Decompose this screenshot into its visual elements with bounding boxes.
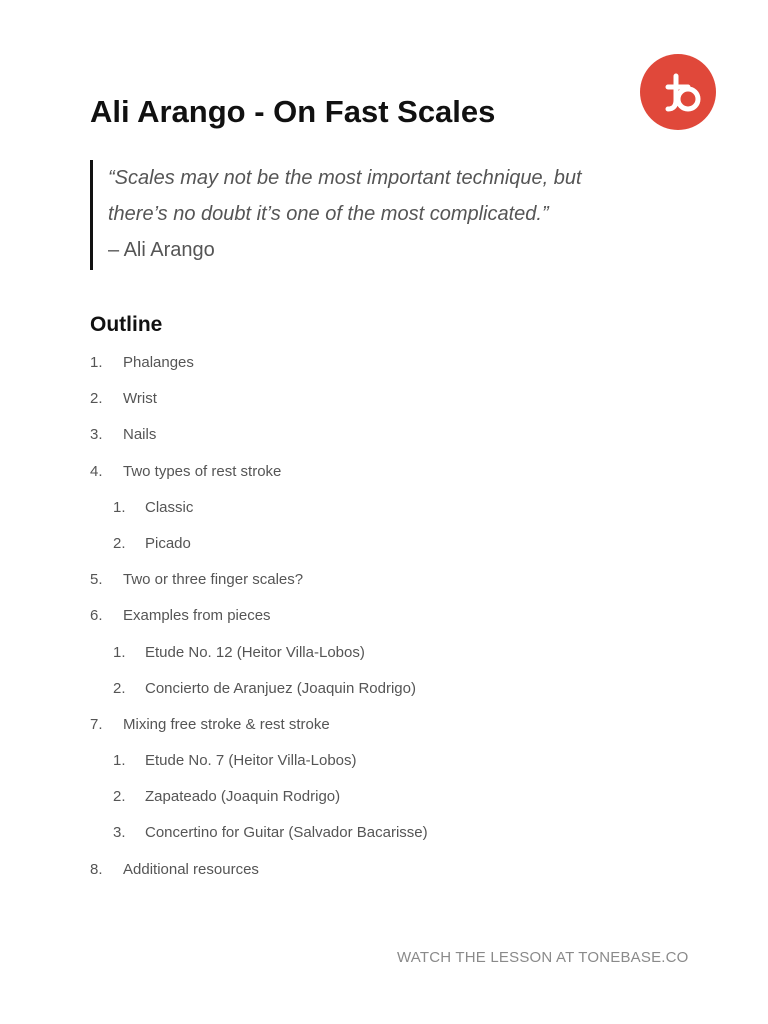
quote-line-1: “Scales may not be the most important technique, but [108,167,582,189]
item-text: Concierto de Aranjuez (Joaquin Rodrigo) [145,679,416,697]
outline-item [90,454,690,490]
quote-block [90,160,650,270]
item-number: 8. [90,860,103,878]
item-text: Phalanges [123,354,194,371]
item-number: 1. [90,354,103,371]
item-text: Mixing free stroke & rest stroke [123,715,330,733]
outline-item [90,707,690,743]
outline-item [90,345,690,381]
outline-item [90,852,690,888]
item-text: Etude No. 12 (Heitor Villa-Lobos) [145,643,365,661]
item-number: 6. [90,607,103,625]
outline-subitem [90,815,690,851]
outline-subitem [90,743,690,779]
outline-item [90,598,690,634]
outline-subitem [90,671,690,707]
quote-attribution: – Ali Arango [108,239,215,261]
item-text: Nails [123,426,157,444]
outline-item [90,417,690,453]
item-text: Picado [145,534,191,552]
outline-subitem [90,635,690,671]
item-text: Two or three finger scales? [123,571,304,589]
item-number: 2. [113,679,126,697]
item-number: 2. [90,390,103,408]
item-text: Concertino for Guitar (Salvador Bacarisse) [145,824,428,842]
item-number: 5. [90,571,103,589]
item-number: 2. [113,788,126,806]
item-number: 1. [113,643,126,661]
item-number: 1. [113,752,126,770]
outline-item [90,562,690,598]
item-text: Etude No. 7 (Heitor Villa-Lobos) [145,752,357,770]
outline-subitem [90,779,690,815]
item-number: 4. [90,462,103,480]
item-number: 3. [90,426,103,444]
item-number: 2. [113,534,126,552]
page-title: Ali Arango - On Fast Scales [90,94,496,129]
item-text: Zapateado (Joaquin Rodrigo) [145,788,341,806]
item-text: Additional resources [123,860,259,878]
item-number: 3. [113,824,126,842]
quote-line-2: there’s no doubt it’s one of the most complicated.” [108,203,549,225]
outline-item [90,381,690,417]
outline-heading: Outline [90,313,163,336]
item-text: Examples from pieces [123,607,271,625]
tonebase-logo-icon [640,54,716,130]
item-number: 1. [113,498,126,516]
outline-subitem [90,526,690,562]
item-number: 7. [90,715,103,733]
item-text: Classic [145,498,194,516]
item-text: Two types of rest stroke [123,462,282,480]
outline-list [90,345,690,888]
outline-subitem [90,490,690,526]
item-text: Wrist [123,390,157,408]
footer-link[interactable]: WATCH THE LESSON AT TONEBASE.CO [397,949,689,966]
